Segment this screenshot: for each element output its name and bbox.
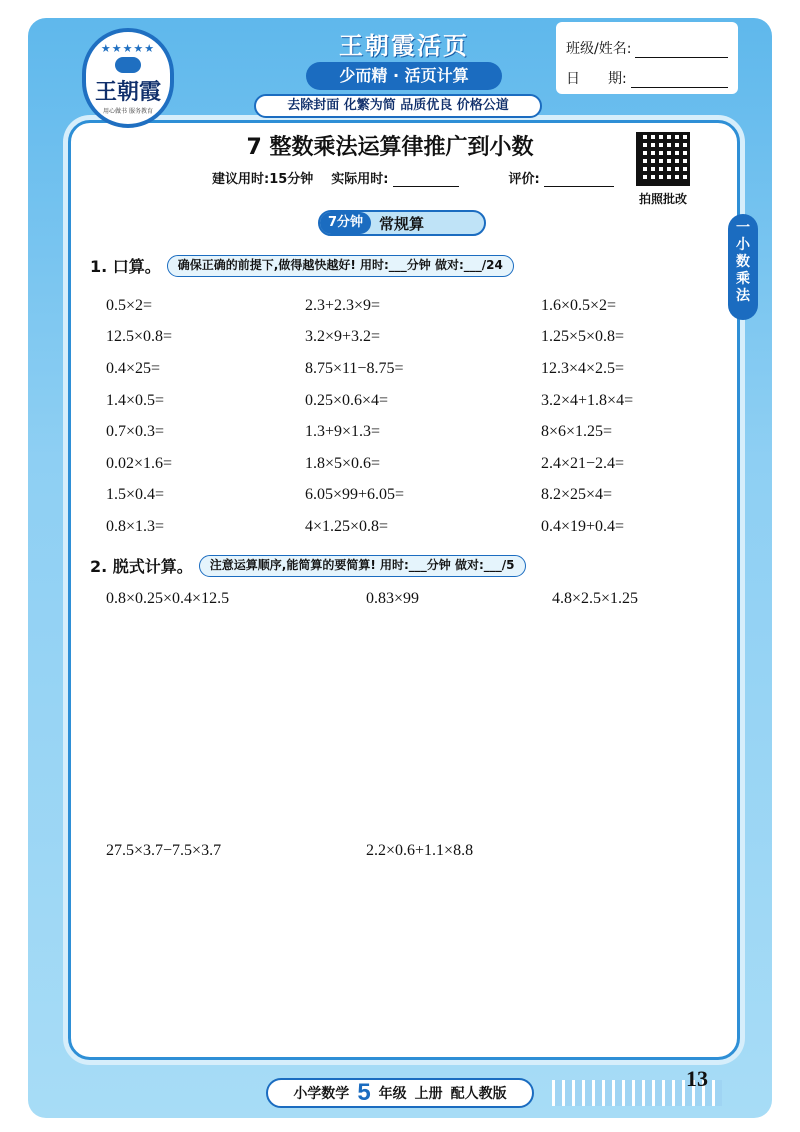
problem-item: 0.8×0.25×0.4×12.5 bbox=[106, 590, 230, 607]
footer-badge bbox=[266, 1078, 534, 1108]
side-tab-char: 乘 bbox=[736, 271, 750, 287]
calc-item: 0.8×1.3= bbox=[106, 517, 165, 535]
section-label: 常规算 bbox=[379, 214, 425, 233]
problem-item: 4.8×2.5×1.25 bbox=[552, 590, 639, 607]
question-2-title: 2. 脱式计算。 bbox=[90, 557, 193, 576]
question-1-hint: 确保正确的前提下,做得越快越好! 用时:___分钟 做对:___/24 bbox=[167, 255, 514, 277]
time-row bbox=[212, 168, 614, 187]
calc-row bbox=[106, 385, 686, 417]
side-tab-char: 一 bbox=[736, 220, 750, 236]
logo-emblem-icon bbox=[115, 57, 141, 73]
actual-time-label: 实际用时: bbox=[331, 172, 389, 187]
brand-title: 王朝霞活页 bbox=[339, 31, 469, 60]
calc-item: 12.3×4×2.5= bbox=[541, 359, 625, 377]
calc-item: 6.05×99+6.05= bbox=[305, 486, 405, 504]
problem-item: 27.5×3.7−7.5×3.7 bbox=[106, 842, 222, 859]
suggested-time: 建议用时:15分钟 bbox=[212, 172, 314, 187]
section-time: 7分钟 bbox=[320, 212, 371, 234]
calc-item: 1.5×0.4= bbox=[106, 486, 165, 504]
oral-calc-grid bbox=[106, 290, 686, 543]
calc-item: 3.2×9+3.2= bbox=[305, 328, 381, 346]
date-label: 日 期: bbox=[566, 71, 627, 87]
side-tab-char: 数 bbox=[736, 254, 750, 270]
calc-item: 4×1.25×0.8= bbox=[305, 517, 389, 535]
logo-stars: ★★★★★ bbox=[100, 41, 156, 55]
calc-item: 0.4×25= bbox=[106, 359, 161, 377]
problem-item: 0.83×99 bbox=[366, 590, 420, 607]
brand-motto: 去除封面 化繁为简 品质优良 价格公道 bbox=[254, 94, 542, 118]
footer-volume: 上册 bbox=[414, 1086, 443, 1102]
calc-item: 8.2×25×4= bbox=[541, 486, 613, 504]
evaluation-label: 评价: bbox=[508, 172, 540, 187]
calc-item: 8×6×1.25= bbox=[541, 423, 613, 441]
calc-row bbox=[106, 290, 686, 322]
calc-item: 1.4×0.5= bbox=[106, 391, 165, 409]
question-1-header bbox=[90, 254, 514, 277]
calc-item: 0.02×1.6= bbox=[106, 454, 173, 472]
calc-item: 0.5×2= bbox=[106, 296, 153, 314]
qr-code-icon[interactable] bbox=[636, 132, 690, 186]
logo-slogan: 用心做书 服务教育 bbox=[103, 107, 153, 115]
lesson-title: 7 整数乘法运算律推广到小数 bbox=[246, 135, 534, 160]
class-name-label: 班级/姓名: bbox=[566, 41, 632, 57]
calc-item: 1.8×5×0.6= bbox=[305, 454, 381, 472]
question-1-title: 1. 口算。 bbox=[90, 257, 161, 276]
logo-text: 王朝霞 bbox=[94, 78, 161, 105]
calc-item: 12.5×0.8= bbox=[106, 328, 173, 346]
footer-grade-label: 年级 bbox=[378, 1086, 407, 1102]
question-2-hint: 注意运算顺序,能简算的要简算! 用时:___分钟 做对:___/5 bbox=[199, 555, 526, 577]
chapter-side-tab bbox=[728, 214, 758, 320]
calc-row bbox=[106, 416, 686, 448]
calc-item: 3.2×4+1.8×4= bbox=[541, 391, 634, 409]
calc-item: 0.25×0.6×4= bbox=[305, 391, 389, 409]
problem-item: 2.2×0.6+1.1×8.8 bbox=[366, 842, 474, 859]
side-tab-char: 小 bbox=[736, 237, 750, 253]
class-name-field[interactable] bbox=[635, 40, 728, 58]
question-2-header bbox=[90, 554, 526, 577]
section-badge bbox=[318, 210, 486, 236]
page-number: 13 bbox=[686, 1066, 708, 1091]
calc-item: 2.4×21−2.4= bbox=[541, 454, 625, 472]
brand-subtitle: 少而精 · 活页计算 bbox=[306, 62, 502, 90]
calc-item: 1.3+9×1.3= bbox=[305, 423, 381, 441]
brand-logo bbox=[82, 28, 174, 128]
evaluation-field[interactable] bbox=[544, 173, 614, 187]
qr-label: 拍照批改 bbox=[638, 192, 687, 206]
calc-row bbox=[106, 353, 686, 385]
calc-row bbox=[106, 322, 686, 354]
calc-item: 0.7×0.3= bbox=[106, 423, 165, 441]
calc-item: 1.25×5×0.8= bbox=[541, 328, 625, 346]
calc-row bbox=[106, 480, 686, 512]
footer-edition: 配人教版 bbox=[450, 1086, 507, 1102]
actual-time-field[interactable] bbox=[393, 173, 459, 187]
footer-grade-number: 5 bbox=[357, 1079, 371, 1106]
calc-row bbox=[106, 448, 686, 480]
calc-item: 2.3+2.3×9= bbox=[305, 296, 381, 314]
calc-item: 0.4×19+0.4= bbox=[541, 517, 625, 535]
calc-row bbox=[106, 511, 686, 543]
calc-item: 8.75×11−8.75= bbox=[305, 359, 404, 377]
calc-item: 1.6×0.5×2= bbox=[541, 296, 617, 314]
footer-subject: 小学数学 bbox=[293, 1086, 350, 1102]
side-tab-char: 法 bbox=[736, 288, 750, 304]
student-info-box bbox=[556, 22, 738, 94]
date-field[interactable] bbox=[631, 70, 728, 88]
